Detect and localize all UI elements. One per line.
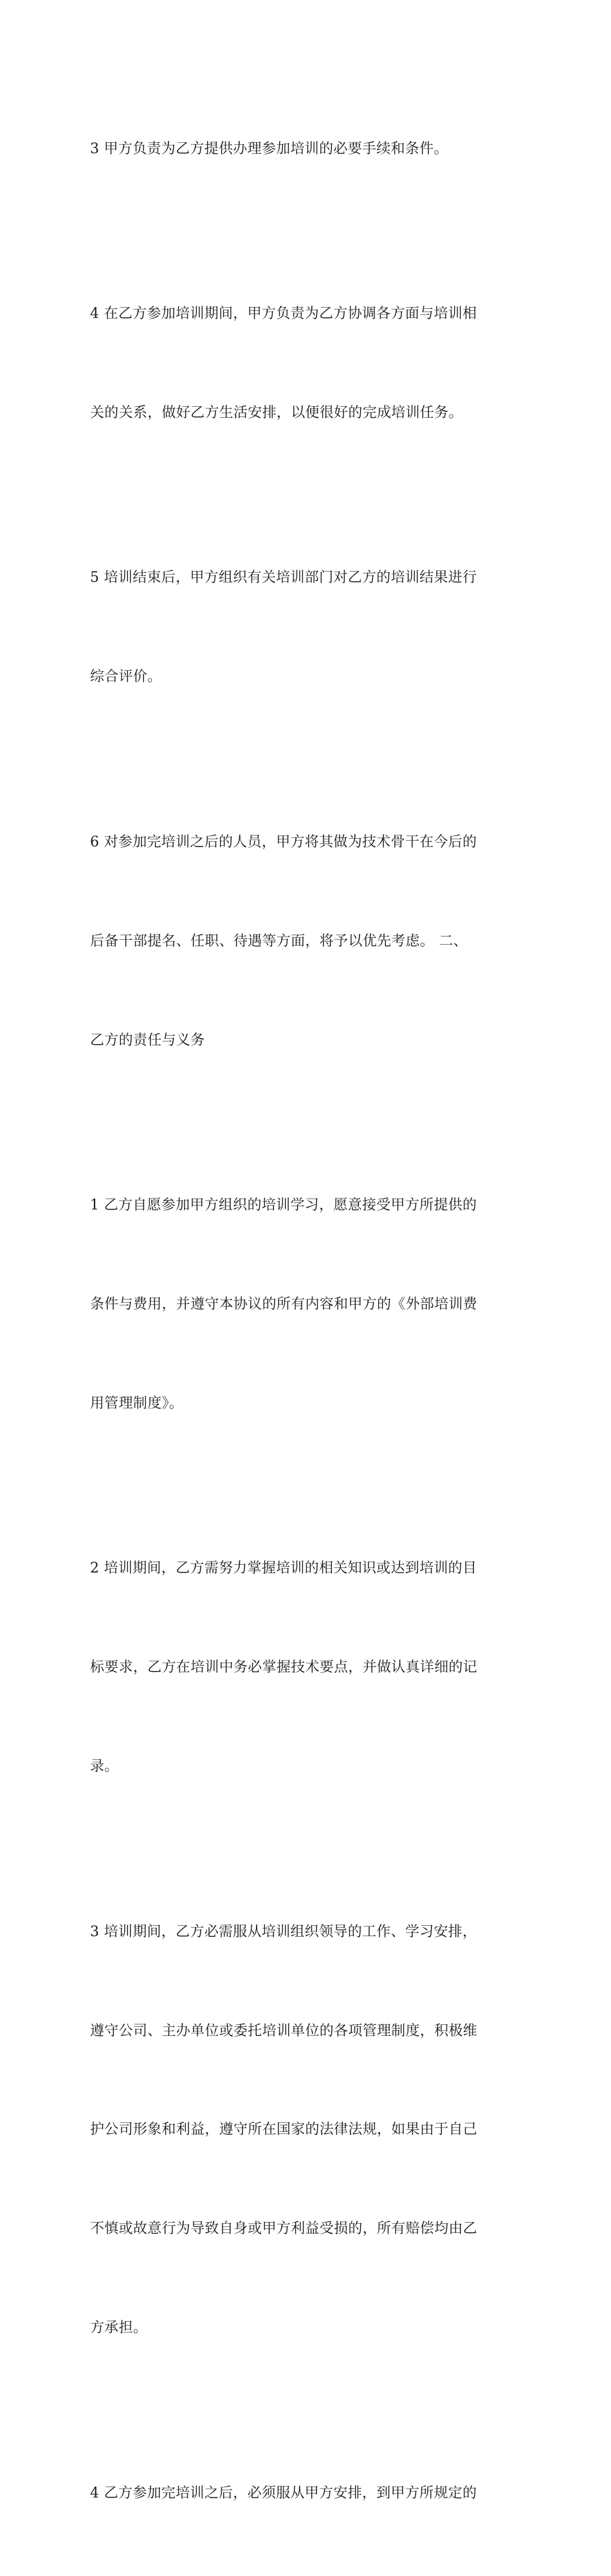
paragraph-party-a-3: [90, 66, 527, 231]
text-line: 综合评价。: [90, 669, 162, 686]
section-heading: 乙方的责任与义务: [90, 1032, 205, 1049]
text-line: 方承担。: [90, 2320, 148, 2337]
text-line: 后备干部提名、任职、待遇等方面，将予以优先考虑。 二、: [90, 933, 468, 949]
text-line: 关的关系，做好乙方生活安排，以便很好的完成培训任务。: [90, 404, 463, 421]
paragraph-party-b-4: [90, 2411, 527, 2575]
text-line: 3 培训期间，乙方必需服从培训组织领导的工作、学习安排，: [90, 1923, 477, 1940]
text-line: 护公司形象和利益，遵守所在国家的法律法规，如果由于自己: [90, 2122, 478, 2138]
paragraph-party-a-4: [90, 231, 527, 495]
text-line: 5 培训结束后，甲方组织有关培训部门对乙方的培训结果进行: [90, 570, 477, 586]
paragraph-party-a-5: [90, 496, 527, 760]
text-line: 录。: [90, 1759, 119, 1775]
paragraph-party-a-6: [90, 760, 527, 1123]
document-body: [90, 66, 527, 2576]
text-line: 4 在乙方参加培训期间，甲方负责为乙方协调各方面与培训相: [90, 306, 477, 322]
paragraph-party-b-1: [90, 1123, 527, 1486]
text-line: 4 乙方参加完培训之后，必须服从甲方安排，到甲方所规定的: [90, 2485, 477, 2501]
paragraph-party-b-3: [90, 1849, 527, 2411]
text-line: 标要求，乙方在培训中务必掌握技术要点，并做认真详细的记: [90, 1659, 478, 1676]
text-line: 1 乙方自愿参加甲方组织的培训学习，愿意接受甲方所提供的: [90, 1197, 477, 1214]
text-line: 6 对参加完培训之后的人员，甲方将其做为技术骨干在今后的: [90, 834, 477, 850]
paragraph-party-b-2: [90, 1486, 527, 1849]
text-line: 不慎或故意行为导致自身或甲方利益受损的，所有赔偿均由乙: [90, 2221, 478, 2237]
text-line: 用管理制度》。: [90, 1395, 184, 1412]
text-line: 3 甲方负责为乙方提供办理参加培训的必要手续和条件。: [90, 140, 448, 157]
text-line: 条件与费用，并遵守本协议的所有内容和甲方的《外部培训费: [90, 1296, 478, 1312]
text-line: 遵守公司、主办单位或委托培训单位的各项管理制度，积极维: [90, 2022, 478, 2039]
text-line: 2 培训期间，乙方需努力掌握培训的相关知识或达到培训的目: [90, 1560, 477, 1577]
